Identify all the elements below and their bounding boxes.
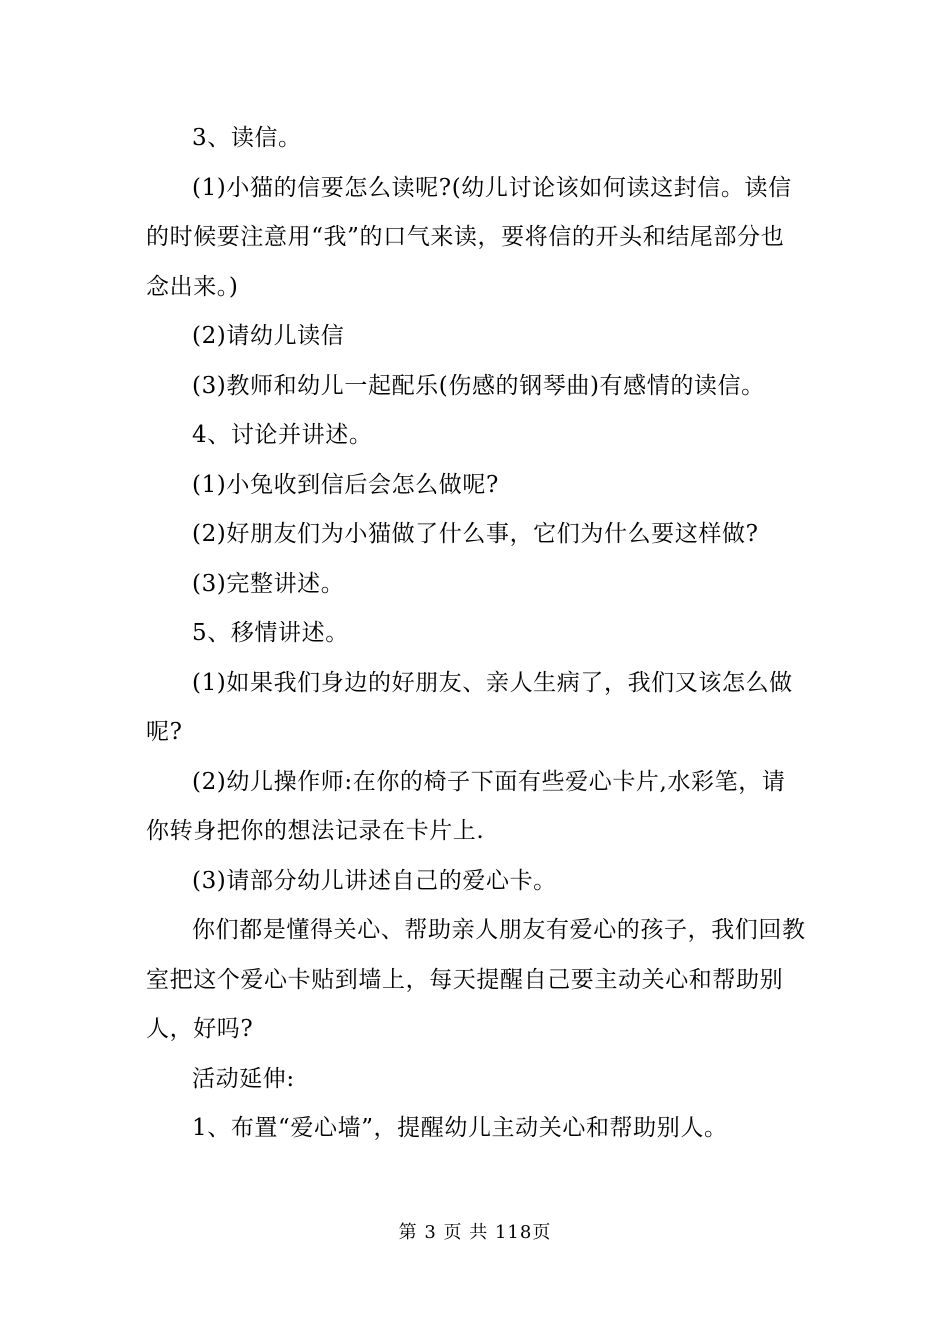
paragraph: (1)如果我们身边的好朋友、亲人生病了，我们又该怎么做呢?: [146, 669, 793, 745]
paragraph: (2)幼儿操作师:在你的椅子下面有些爱心卡片,水彩笔，请你转身把你的想法记录在卡片上.: [146, 768, 786, 844]
paragraph: 3、读信。: [192, 125, 302, 151]
paragraph: (3)教师和幼儿一起配乐(伤感的钢琴曲)有感情的读信。: [192, 372, 765, 399]
paragraph: (1)小兔收到信后会怎么做呢?: [192, 471, 499, 498]
paragraph: (3)完整讲述。: [192, 570, 345, 597]
paragraph: 4、讨论并讲述。: [192, 422, 373, 448]
paragraph: 活动延伸:: [192, 1065, 295, 1092]
page-footer: [0, 1221, 950, 1245]
paragraph: 5、移情讲述。: [192, 620, 349, 646]
paragraph: (2)请幼儿读信: [192, 323, 345, 349]
paragraph: 1、布置“爱心墙”，提醒幼儿主动关心和帮助别人。: [192, 1115, 728, 1141]
page-number-label: 第 3 页 共 118页: [398, 1222, 552, 1243]
paragraph: (1)小猫的信要怎么读呢?(幼儿讨论该如何读这封信。读信的时候要注意用“我”的口气来读，要将信的开头和结尾部分也念出来。): [146, 174, 792, 300]
paragraph: (2)好朋友们为小猫做了什么事，它们为什么要这样做?: [192, 521, 759, 547]
document-body: [146, 114, 806, 1154]
paragraph: 你们都是懂得关心、帮助亲人朋友有爱心的孩子，我们回教室把这个爱心卡贴到墙上，每天提醒自己要主动关心和帮助别人，好吗?: [146, 917, 806, 1042]
paragraph: (3)请部分幼儿讲述自己的爱心卡。: [192, 867, 557, 894]
